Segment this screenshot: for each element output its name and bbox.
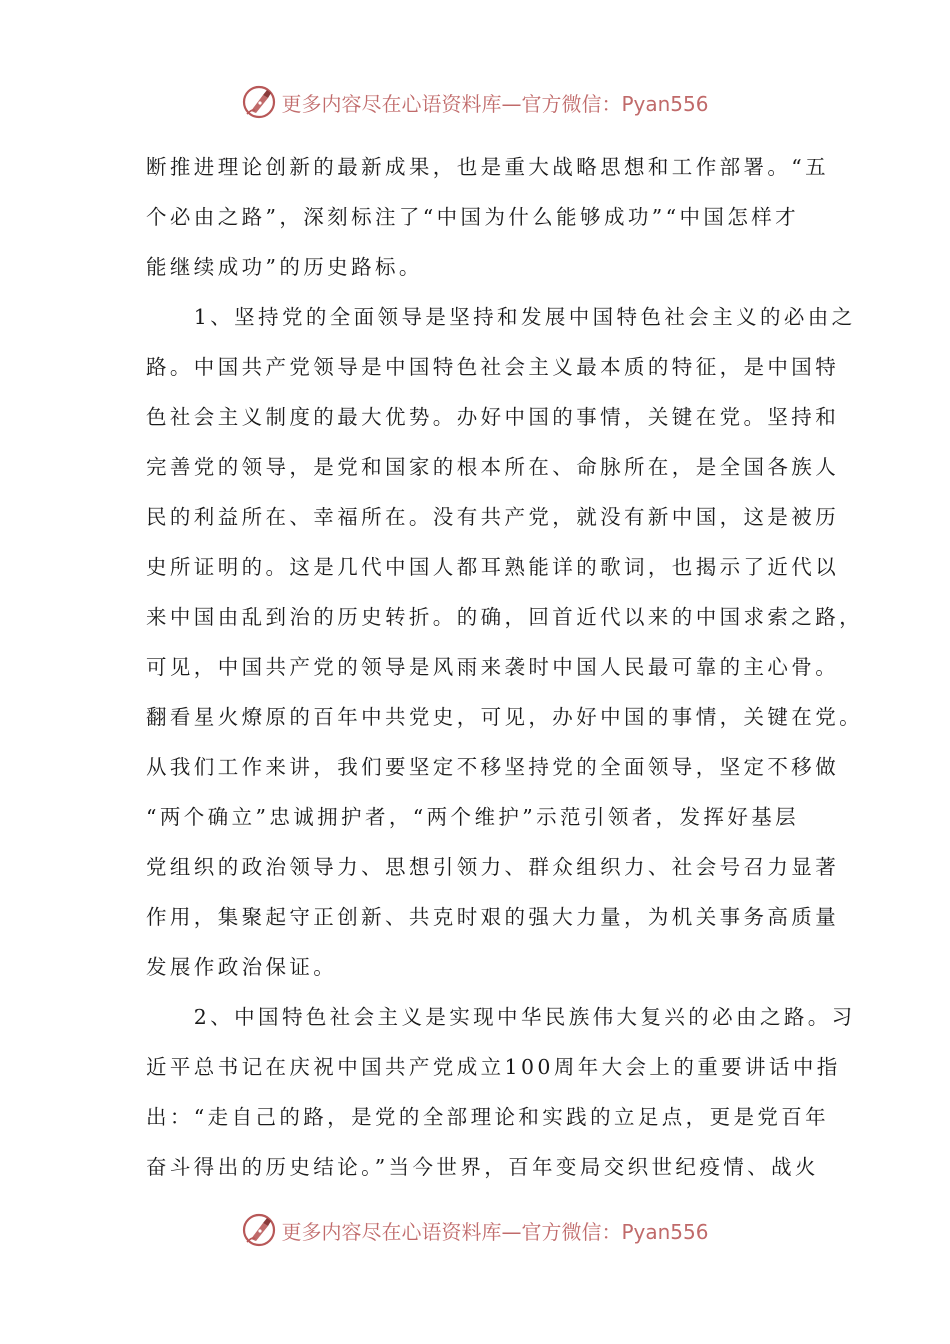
body-line: 完善党的领导，是党和国家的根本所在、命脉所在，是全国各族人 xyxy=(146,455,840,479)
footer-banner-text: 更多内容尽在心语资料库—官方微信：Pyan556 xyxy=(281,1219,709,1244)
body-line: 来中国由乱到治的历史转折。的确，回首近代以来的中国求索之路， xyxy=(146,605,863,629)
body-line: 1、坚持党的全面领导是坚持和发展中国特色社会主义的必由之 xyxy=(146,305,856,329)
body-line: “两个确立”忠诚拥护者，“两个维护”示范引领者，发挥好基层 xyxy=(146,805,800,829)
body-line: 可见，中国共产党的领导是风雨来袭时中国人民最可靠的主心骨。 xyxy=(146,655,840,679)
header-banner xyxy=(0,80,950,124)
body-line: 个必由之路”，深刻标注了“中国为什么能够成功”“中国怎样才 xyxy=(146,205,800,229)
body-line: 2、中国特色社会主义是实现中华民族伟大复兴的必由之路。习 xyxy=(146,1005,856,1029)
body-line: 奋斗得出的历史结论。”当今世界，百年变局交织世纪疫情、战火 xyxy=(146,1155,819,1179)
body-line: 翻看星火燎原的百年中共党史，可见，办好中国的事情，关键在党。 xyxy=(146,705,863,729)
body-line: 党组织的政治领导力、思想引领力、群众组织力、社会号召力显著 xyxy=(146,855,840,879)
body-line: 作用，集聚起守正创新、共克时艰的强大力量，为机关事务高质量 xyxy=(146,905,840,929)
footer-banner xyxy=(0,1208,950,1252)
pen-nib-logo-icon xyxy=(241,1212,277,1248)
body-line: 路。中国共产党领导是中国特色社会主义最本质的特征，是中国特 xyxy=(146,355,840,379)
body-line: 断推进理论创新的最新成果，也是重大战略思想和工作部署。“五 xyxy=(146,155,830,179)
body-line: 近平总书记在庆祝中国共产党成立100周年大会上的重要讲话中指 xyxy=(146,1055,841,1079)
body-line: 民的利益所在、幸福所在。没有共产党，就没有新中国，这是被历 xyxy=(146,505,840,529)
body-line: 从我们工作来讲，我们要坚定不移坚持党的全面领导，坚定不移做 xyxy=(146,755,840,779)
body-line: 发展作政治保证。 xyxy=(146,955,338,979)
document-body xyxy=(146,142,863,1192)
body-line: 能继续成功”的历史路标。 xyxy=(146,255,423,279)
body-line: 史所证明的。这是几代中国人都耳熟能详的歌词，也揭示了近代以 xyxy=(146,555,840,579)
body-line: 出：“走自己的路，是党的全部理论和实践的立足点，更是党百年 xyxy=(146,1105,830,1129)
body-line: 色社会主义制度的最大优势。办好中国的事情，关键在党。坚持和 xyxy=(146,405,840,429)
pen-nib-logo-icon xyxy=(241,84,277,120)
header-banner-text: 更多内容尽在心语资料库—官方微信：Pyan556 xyxy=(281,91,709,116)
